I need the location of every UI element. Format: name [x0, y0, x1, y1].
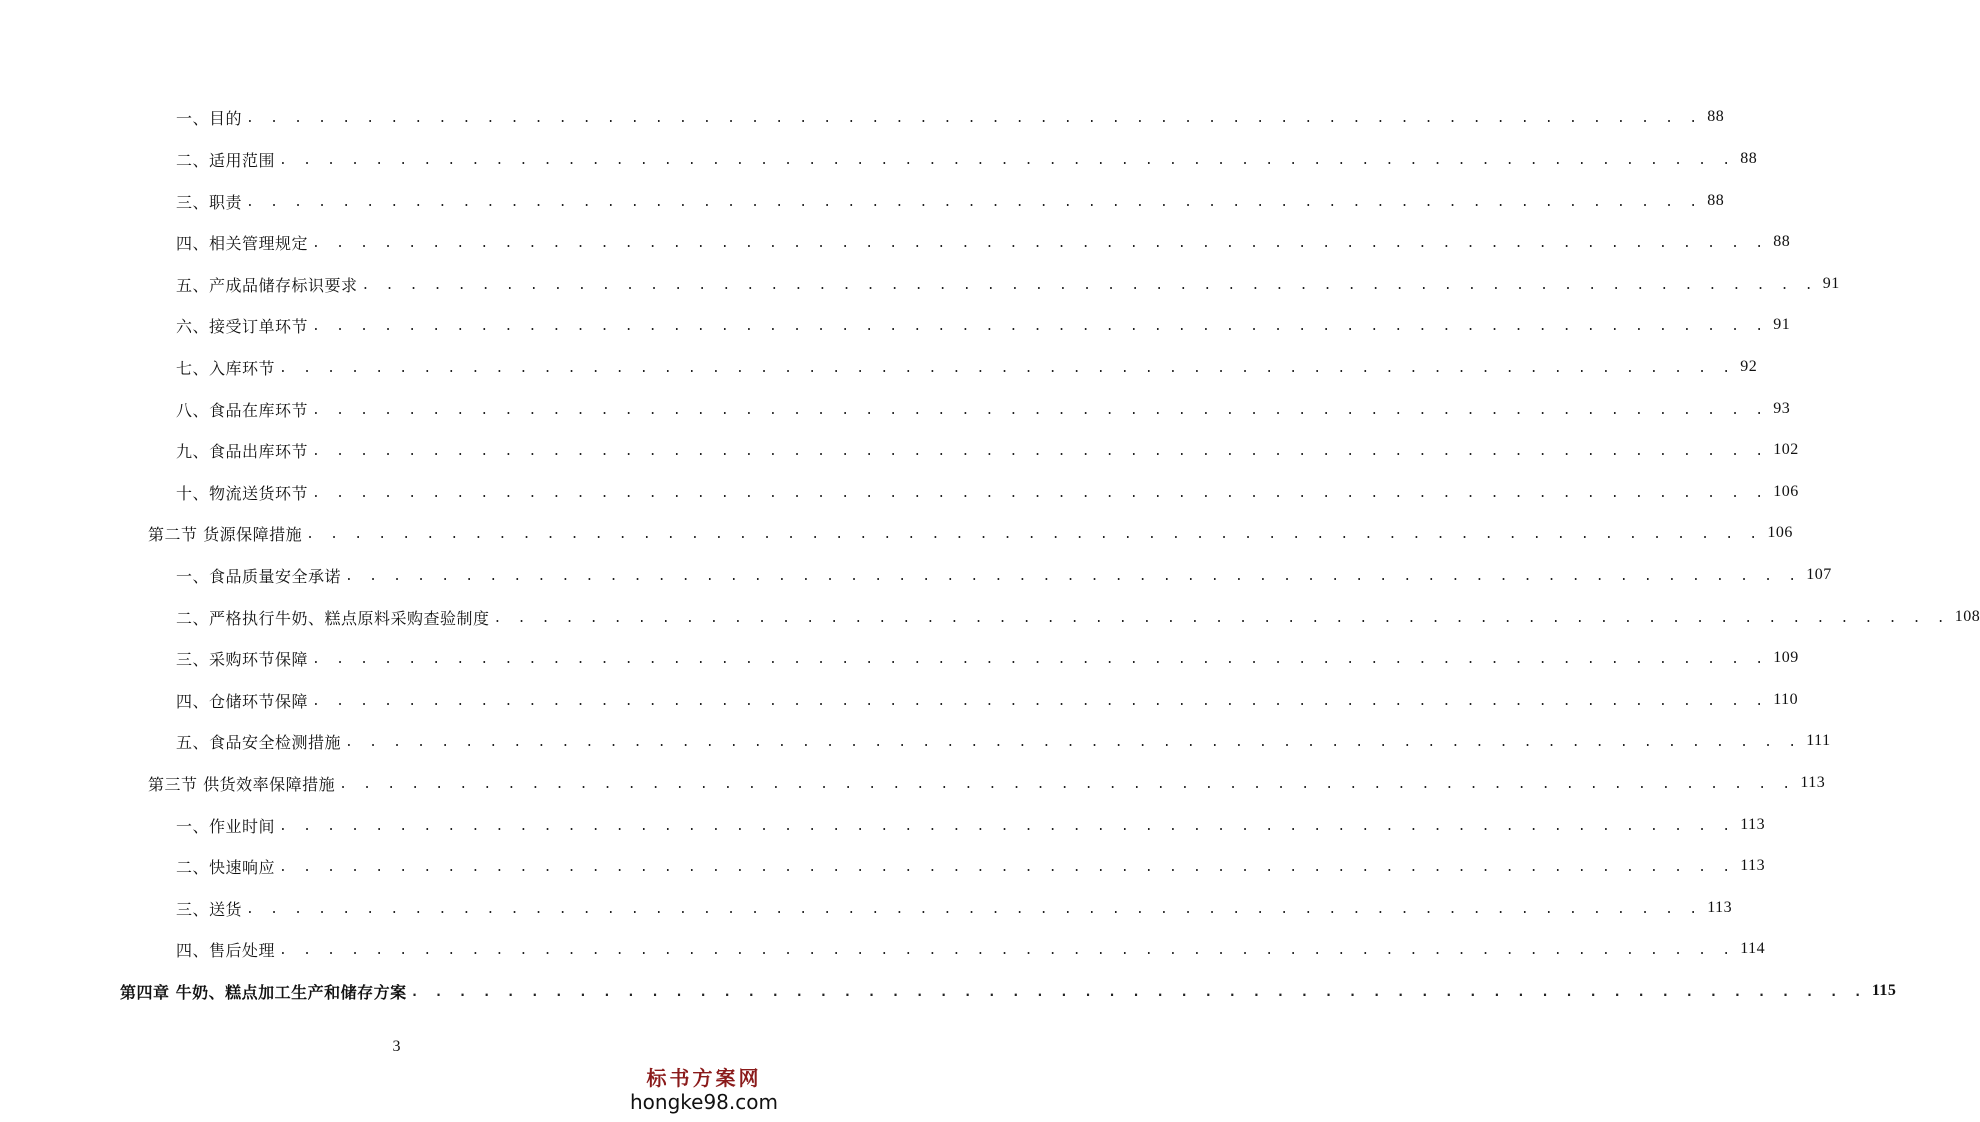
toc-leader-dots: . . . . . . . . . . . . . . . . . . . . . . . . . . . . . . . . . . . . . . . . . . . . . . . . . . . . . . . . . . . . .: [279, 360, 1735, 376]
toc-entry-label: 三、送货: [176, 899, 243, 919]
toc-entry-label: 四、相关管理规定: [176, 233, 309, 253]
toc-entry-page: 88: [1740, 150, 1758, 167]
toc-entry-page: 109: [1773, 649, 1799, 666]
toc-leader-dots: . . . . . . . . . . . . . . . . . . . . . . . . . . . . . . . . . . . . . . . . . . . . . . . . . . . . . . . . . . . . .: [345, 568, 1801, 584]
toc-entry-label: 六、接受订单环节: [176, 316, 309, 336]
toc-leader-dots: . . . . . . . . . . . . . . . . . . . . . . . . . . . . . . . . . . . . . . . . . . . . . . . . . . . . . . . . . . . . .: [312, 402, 1768, 418]
toc-entry-page: 114: [1740, 940, 1766, 957]
toc-entry[interactable]: [176, 561, 1832, 589]
toc-leader-dots: . . . . . . . . . . . . . . . . . . . . . . . . . . . . . . . . . . . . . . . . . . . . . . . . . . . . . . . . . . . . .: [312, 235, 1768, 251]
toc-section-entry[interactable]: [148, 769, 1826, 797]
toc-entry[interactable]: [176, 353, 1758, 381]
toc-leader-dots: . . . . . . . . . . . . . . . . . . . . . . . . . . . . . . . . . . . . . . . . . . . . . . . . . . . . . . . . . . . . .: [339, 776, 1795, 792]
toc-entry-label: 一、食品质量安全承诺: [176, 566, 342, 586]
toc-leader-dots: . . . . . . . . . . . . . . . . . . . . . . . . . . . . . . . . . . . . . . . . . . . . . . . . . . . . . . . . . . . . .: [279, 152, 1735, 168]
toc-entry-label: 十、物流送货环节: [176, 483, 309, 503]
toc-entry-label: 七、入库环节: [176, 358, 276, 378]
toc-entry[interactable]: [176, 727, 1831, 755]
toc-entry-page: 91: [1773, 316, 1791, 333]
toc-leader-dots: . . . . . . . . . . . . . . . . . . . . . . . . . . . . . . . . . . . . . . . . . . . . . . . . . . . . . . . . . . . . .: [410, 984, 1866, 1000]
toc-entry-label: 二、适用范围: [176, 150, 276, 170]
watermark-name: 标书方案网: [646, 1066, 762, 1090]
page-number: 3: [392, 1038, 401, 1055]
toc-entry-page: 88: [1707, 192, 1725, 209]
toc-entry-label: 五、食品安全检测措施: [176, 732, 342, 752]
toc-leader-dots: . . . . . . . . . . . . . . . . . . . . . . . . . . . . . . . . . . . . . . . . . . . . . . . . . . . . . . . . . . . . .: [246, 901, 1702, 917]
toc-entry[interactable]: [176, 686, 1799, 714]
toc-entry[interactable]: [176, 603, 1980, 631]
toc-entry-label: 二、快速响应: [176, 857, 276, 877]
toc-entry[interactable]: [176, 478, 1799, 506]
toc-entry-label: 第四章 牛奶、糕点加工生产和储存方案: [120, 982, 407, 1002]
toc-leader-dots: . . . . . . . . . . . . . . . . . . . . . . . . . . . . . . . . . . . . . . . . . . . . . . . . . . . . . . . . . . . . .: [279, 818, 1735, 834]
toc-entry-page: 93: [1773, 400, 1791, 417]
toc-leader-dots: . . . . . . . . . . . . . . . . . . . . . . . . . . . . . . . . . . . . . . . . . . . . . . . . . . . . . . . . . . . . .: [312, 485, 1768, 501]
toc-entry[interactable]: [176, 894, 1733, 922]
toc-leader-dots: . . . . . . . . . . . . . . . . . . . . . . . . . . . . . . . . . . . . . . . . . . . . . . . . . . . . . . . . . . . . .: [306, 526, 1762, 542]
toc-entry[interactable]: [176, 145, 1758, 173]
toc-entry-page: 92: [1740, 358, 1758, 375]
toc-entry[interactable]: [176, 644, 1799, 672]
toc-entry[interactable]: [176, 311, 1791, 339]
toc-entry-label: 五、产成品储存标识要求: [176, 275, 358, 295]
toc-entry[interactable]: [176, 270, 1840, 298]
toc-entry[interactable]: [176, 228, 1791, 256]
toc-leader-dots: . . . . . . . . . . . . . . . . . . . . . . . . . . . . . . . . . . . . . . . . . . . . . . . . . . . . . . . . . . . . .: [312, 443, 1768, 459]
watermark-logo: [629, 1066, 779, 1114]
toc-leader-dots: . . . . . . . . . . . . . . . . . . . . . . . . . . . . . . . . . . . . . . . . . . . . . . . . . . . . . . . . . . . . .: [493, 610, 1949, 626]
toc-entry-label: 第二节 货源保障措施: [148, 524, 303, 544]
toc-entry-label: 八、食品在库环节: [176, 400, 309, 420]
toc-leader-dots: . . . . . . . . . . . . . . . . . . . . . . . . . . . . . . . . . . . . . . . . . . . . . . . . . . . . . . . . . . . . .: [312, 693, 1768, 709]
toc-entry-label: 三、采购环节保障: [176, 649, 309, 669]
toc-entry[interactable]: [176, 395, 1791, 423]
toc-entry[interactable]: [176, 103, 1725, 131]
toc-leader-dots: . . . . . . . . . . . . . . . . . . . . . . . . . . . . . . . . . . . . . . . . . . . . . . . . . . . . . . . . . . . . .: [279, 859, 1735, 875]
toc-entry-page: 113: [1707, 899, 1733, 916]
toc-entry-label: 二、严格执行牛奶、糕点原料采购查验制度: [176, 608, 490, 628]
toc-entry[interactable]: [176, 187, 1725, 215]
toc-entry-page: 88: [1707, 108, 1725, 125]
toc-leader-dots: . . . . . . . . . . . . . . . . . . . . . . . . . . . . . . . . . . . . . . . . . . . . . . . . . . . . . . . . . . . . .: [345, 734, 1801, 750]
toc-leader-dots: . . . . . . . . . . . . . . . . . . . . . . . . . . . . . . . . . . . . . . . . . . . . . . . . . . . . . . . . . . . . .: [246, 110, 1702, 126]
toc-entry-page: 113: [1800, 774, 1826, 791]
toc-entry-page: 88: [1773, 233, 1791, 250]
toc-entry-label: 三、职责: [176, 192, 243, 212]
toc-leader-dots: . . . . . . . . . . . . . . . . . . . . . . . . . . . . . . . . . . . . . . . . . . . . . . . . . . . . . . . . . . . . .: [312, 318, 1768, 334]
toc-entry-page: 106: [1773, 483, 1799, 500]
toc-entry-label: 一、作业时间: [176, 816, 276, 836]
toc-entry-page: 106: [1767, 524, 1793, 541]
toc-entry[interactable]: [176, 811, 1766, 839]
toc-leader-dots: . . . . . . . . . . . . . . . . . . . . . . . . . . . . . . . . . . . . . . . . . . . . . . . . . . . . . . . . . . . . .: [312, 651, 1768, 667]
toc-entry-label: 一、目的: [176, 108, 243, 128]
toc-entry-page: 91: [1822, 275, 1840, 292]
toc-entry-label: 四、售后处理: [176, 940, 276, 960]
toc-entry-label: 第三节 供货效率保障措施: [148, 774, 336, 794]
toc-entry-page: 108: [1954, 608, 1980, 625]
watermark-url: hongke98.com: [630, 1090, 778, 1114]
toc-entry-label: 四、仓储环节保障: [176, 691, 309, 711]
toc-chapter-entry[interactable]: [120, 977, 1897, 1005]
toc-leader-dots: . . . . . . . . . . . . . . . . . . . . . . . . . . . . . . . . . . . . . . . . . . . . . . . . . . . . . . . . . . . . .: [246, 194, 1702, 210]
toc-entry[interactable]: [176, 852, 1766, 880]
toc-entry-page: 111: [1806, 732, 1831, 749]
toc-entry[interactable]: [176, 935, 1766, 963]
toc-entry-label: 九、食品出库环节: [176, 441, 309, 461]
toc-entry-page: 115: [1871, 982, 1897, 999]
toc-section-entry[interactable]: [148, 519, 1793, 547]
toc-entry-page: 107: [1806, 566, 1832, 583]
toc-entry-page: 110: [1773, 691, 1799, 708]
toc-entry-page: 113: [1740, 816, 1766, 833]
toc-entry[interactable]: [176, 436, 1799, 464]
toc-entry-page: 102: [1773, 441, 1799, 458]
toc-leader-dots: . . . . . . . . . . . . . . . . . . . . . . . . . . . . . . . . . . . . . . . . . . . . . . . . . . . . . . . . . . . . .: [279, 942, 1735, 958]
toc-entry-page: 113: [1740, 857, 1766, 874]
toc-leader-dots: . . . . . . . . . . . . . . . . . . . . . . . . . . . . . . . . . . . . . . . . . . . . . . . . . . . . . . . . . . . . .: [361, 277, 1817, 293]
